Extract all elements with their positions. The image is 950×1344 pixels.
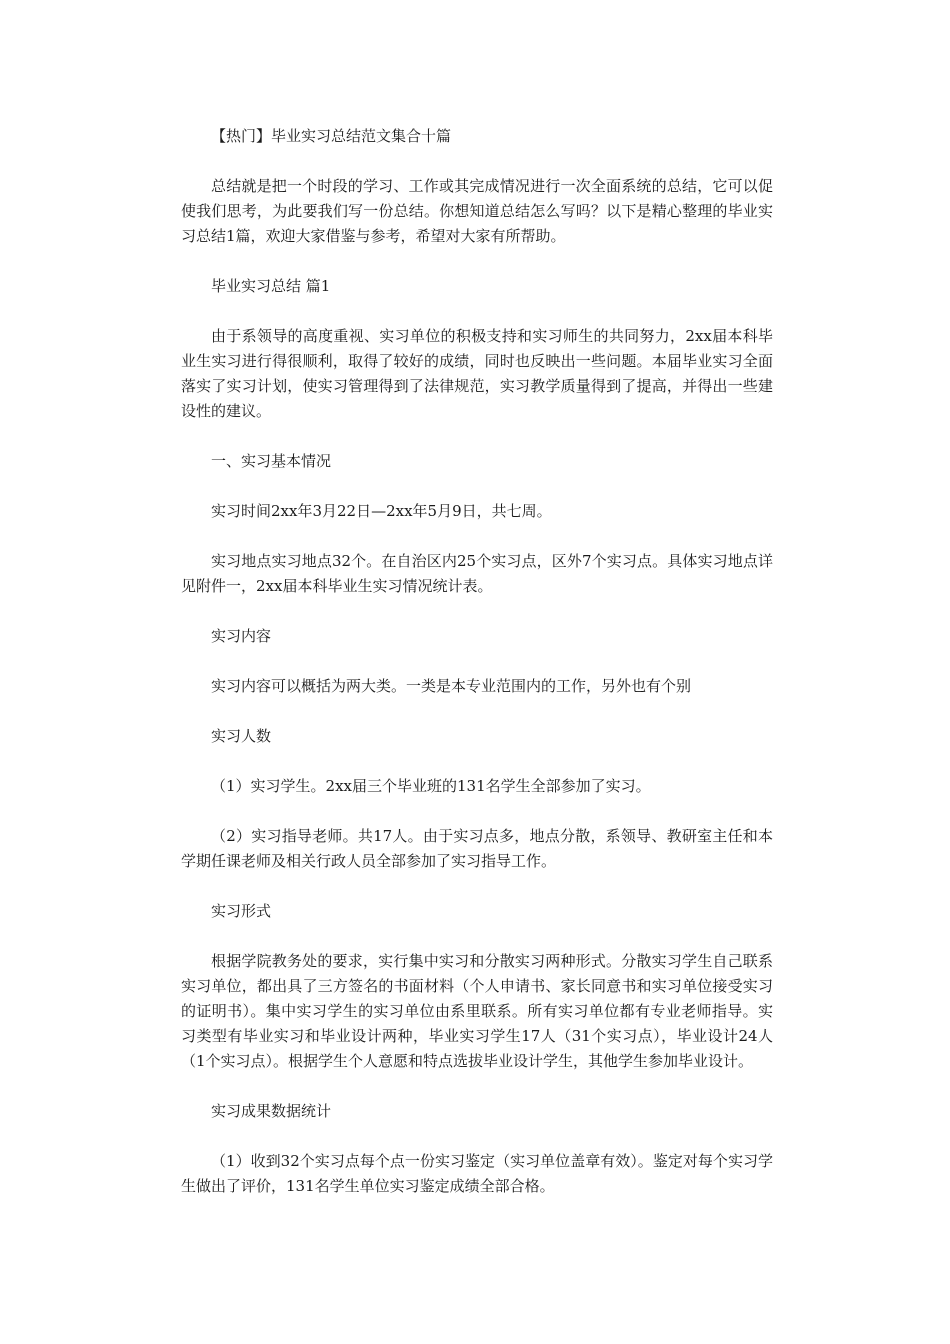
- list-item-teachers: （2）实习指导老师。共17人。由于实习点多，地点分散，系领导、教研室主任和本学期任课老师及相关行政人员全部参加了实习指导工作。: [181, 827, 773, 870]
- intro-paragraph: 总结就是把一个时段的学习、工作或其完成情况进行一次全面系统的总结，它可以促使我们思考，为此要我们写一份总结。你想知道总结怎么写吗？以下是精心整理的毕业实习总结1篇，欢迎大家借鉴与参考，希望对大家有所帮助。: [181, 177, 773, 245]
- subheading-headcount: 实习人数: [211, 727, 272, 745]
- section-heading-basic-info: 一、实习基本情况: [211, 452, 332, 470]
- subheading-form: 实习形式: [211, 902, 272, 920]
- body-paragraph-form: 根据学院教务处的要求，实行集中实习和分散实习两种形式。分散实习学生自己联系实习单位，都出具了三方签名的书面材料（个人申请书、家长同意书和实习单位接受实习的证明书）。集中实习学生的实习单位由系里联系。所有实习单位都有专业老师指导。实习类型有毕业实习和毕业设计两种，毕业实习学生17人（31个实习点），毕业设计24人（1个实习点）。根据学生个人意愿和特点选拔毕业设计学生，其他学生参加毕业设计。: [181, 952, 773, 1070]
- body-paragraph-content: 实习内容可以概括为两大类。一类是本专业范围内的工作，另外也有个别: [211, 677, 692, 695]
- document-body: [181, 124, 773, 1199]
- body-paragraph-location: 实习地点实习地点32个。在自治区内25个实习点，区外7个实习点。具体实习地点详见附件一，2xx届本科毕业生实习情况统计表。: [181, 552, 773, 595]
- document-title: 【热门】毕业实习总结范文集合十篇: [211, 127, 452, 145]
- section-heading-part-1: 毕业实习总结 篇1: [211, 277, 331, 295]
- subheading-content: 实习内容: [211, 627, 272, 645]
- body-paragraph: 由于系领导的高度重视、实习单位的积极支持和实习师生的共同努力，2xx届本科毕业生实习进行得很顺利，取得了较好的成绩，同时也反映出一些问题。本届毕业实习全面落实了实习计划，使实习管理得到了法律规范，实习教学质量得到了提高，并得出一些建设性的建议。: [181, 327, 773, 420]
- list-item-students: （1）实习学生。2xx届三个毕业班的131名学生全部参加了实习。: [211, 777, 651, 795]
- body-paragraph-time: 实习时间2xx年3月22日—2xx年5月9日，共七周。: [211, 502, 552, 520]
- subheading-statistics: 实习成果数据统计: [211, 1102, 332, 1120]
- list-item-appraisal: （1）收到32个实习点每个点一份实习鉴定（实习单位盖章有效）。鉴定对每个实习学生做出了评价，131名学生单位实习鉴定成绩全部合格。: [181, 1152, 773, 1195]
